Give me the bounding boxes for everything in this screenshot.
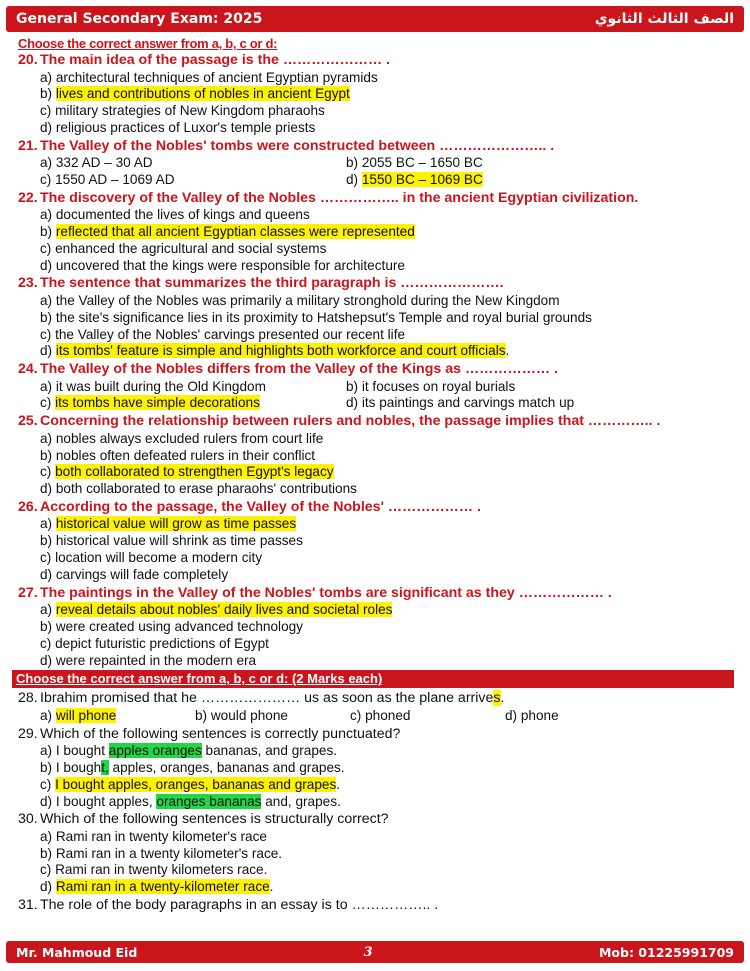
page-number: 3 (363, 944, 373, 960)
question-text (40, 689, 504, 708)
question-22 (18, 189, 738, 208)
option-d[interactable]: d) religious practices of Luxor's temple priests (40, 119, 316, 135)
exam-title: General Secondary Exam: 2025 (16, 11, 263, 27)
option-letter: a) (40, 707, 56, 723)
option-a[interactable]: a) Rami ran in twenty kilometer's race (40, 828, 267, 844)
question-text: The Valley of the Nobles differs from the Valley of the Kings as ……………… . (40, 361, 558, 378)
highlighted-answer: its tombs have simple decorations (55, 395, 260, 411)
option-c[interactable] (18, 777, 738, 794)
option-c[interactable]: c) depict futuristic predictions of Egypt (40, 635, 269, 651)
option-a[interactable] (18, 602, 738, 619)
question-number: 22. (18, 189, 38, 206)
question-text: The sentence that summarizes the third paragraph is …………………. (40, 275, 504, 292)
option-a[interactable] (18, 743, 738, 760)
option-d[interactable]: d) its paintings and carvings match up (346, 395, 575, 411)
highlighted-answer: will phone (55, 707, 117, 723)
option-d[interactable] (18, 879, 738, 896)
question-text: The discovery of the Valley of the Nobles …………….. in the ancient Egyptian civilization. (40, 189, 639, 206)
footer-bar (6, 941, 744, 963)
option-c[interactable]: c) military strategies of New Kingdom pharaohs (40, 103, 325, 119)
question-number: 28. (18, 690, 38, 707)
question-21 (18, 137, 738, 156)
question-28 (18, 689, 738, 708)
question-number: 27. (18, 584, 38, 601)
question-number: 30. (18, 811, 38, 828)
error-highlight: apples oranges (108, 743, 202, 759)
question-number: 24. (18, 361, 38, 378)
option-b[interactable]: b) historical value will shrink as time passes (40, 533, 303, 549)
option-a[interactable]: a) it was built during the Old Kingdom (40, 378, 266, 394)
option-a[interactable] (18, 516, 738, 533)
teacher-name: Mr. Mahmoud Eid (16, 944, 138, 960)
question-number: 20. (18, 52, 38, 68)
option-b[interactable]: b) Rami ran in a twenty kilometer's race. (40, 845, 283, 861)
option-c[interactable]: c) enhanced the agricultural and social systems (40, 240, 327, 256)
option-text: a) I bought (40, 743, 109, 759)
option-c[interactable]: c) the Valley of the Nobles' carvings presented our recent life (40, 326, 406, 342)
error-highlight: t, (101, 759, 109, 775)
section-instruction: Choose the correct answer from a, b, c or d: (18, 36, 278, 51)
question-24 (18, 360, 738, 379)
option-text-end: apples, oranges, bananas and grapes. (108, 759, 345, 775)
option-a[interactable]: a) architectural techniques of ancient Egyptian pyramids (40, 69, 378, 85)
question-text-end: . (500, 690, 505, 707)
question-number: 21. (18, 137, 38, 154)
question-text: Concerning the relationship between rulers and nobles, the passage implies that ………….. . (40, 413, 661, 430)
option-a[interactable] (40, 708, 195, 725)
option-a[interactable]: a) documented the lives of kings and queens (40, 207, 310, 223)
highlighted-answer: lives and contributions of nobles in ancient Egypt (55, 86, 350, 102)
question-text: According to the passage, the Valley of the Nobles' ……………… . (40, 498, 481, 515)
option-d[interactable] (18, 794, 738, 811)
grade-label-arabic: الصف الثالث الثانوي (594, 11, 734, 27)
option-c[interactable]: c) location will become a modern city (40, 550, 263, 566)
option-c[interactable] (40, 395, 346, 412)
option-b[interactable]: b) were created using advanced technology (40, 618, 303, 634)
question-text: The main idea of the passage is the ………………… . (40, 52, 391, 68)
option-text: b) I bough (40, 759, 102, 775)
question-text-main: Ibrahim promised that he ………………… us as soon as the plane arrive (40, 690, 494, 707)
question-20 (18, 51, 738, 70)
mobile-number: Mob: 01225991709 (598, 944, 734, 960)
option-b[interactable] (18, 86, 738, 103)
option-b[interactable]: b) 2055 BC – 1650 BC (346, 155, 483, 171)
question-number: 25. (18, 413, 38, 430)
option-text-end: . (269, 879, 274, 895)
highlighted-answer: historical value will grow as time passes (55, 516, 297, 532)
option-d[interactable]: d) both collaborated to erase pharaohs' contributions (40, 481, 357, 497)
error-highlight: oranges bananas (156, 793, 262, 809)
option-a[interactable]: a) 332 AD – 30 AD (40, 155, 153, 171)
option-text-end: . (336, 776, 341, 792)
option-letter: c) (40, 395, 56, 411)
option-a[interactable]: a) nobles always excluded rulers from court life (40, 430, 324, 446)
question-text: The Valley of the Nobles' tombs were constructed between ………………….. . (40, 137, 555, 154)
question-number: 23. (18, 275, 38, 292)
question-text: The paintings in the Valley of the Nobles' tombs are significant as they ……………… . (40, 584, 612, 601)
option-c[interactable] (18, 464, 738, 481)
option-letter: d) (346, 171, 362, 187)
option-letter: a) (40, 602, 56, 618)
option-d[interactable] (346, 172, 483, 189)
option-b[interactable] (18, 224, 738, 241)
section-instruction-bar: Choose the correct answer from a, b, c or d: (2 Marks each) (12, 670, 734, 688)
option-b[interactable]: b) the site's significance lies in its proximity to Hatshepsut's Temple and royal burial grounds (40, 309, 592, 325)
question-26 (18, 498, 738, 517)
options-row (18, 379, 738, 396)
question-number: 31. (18, 896, 38, 913)
options-row (18, 155, 738, 172)
highlighted-answer: 1550 BC – 1069 BC (361, 171, 483, 187)
option-c[interactable]: c) phoned (350, 707, 411, 723)
header-bar (6, 6, 744, 32)
option-text-end: and, grapes. (261, 793, 341, 809)
option-c[interactable]: c) 1550 AD – 1069 AD (40, 171, 175, 187)
option-d[interactable]: d) carvings will fade completely (40, 566, 229, 582)
question-25 (18, 412, 738, 431)
option-suffix: . (505, 343, 510, 359)
option-c[interactable]: c) Rami ran in twenty kilometers race. (40, 862, 268, 878)
option-a[interactable]: a) the Valley of the Nobles was primarily a military stronghold during the New Kingdom (40, 292, 560, 308)
options-row (18, 708, 738, 725)
exam-content (18, 36, 738, 914)
option-d[interactable]: d) uncovered that the kings were responsible for architecture (40, 257, 405, 273)
question-31 (18, 896, 738, 915)
option-d[interactable] (18, 343, 738, 360)
option-text-end: bananas, and grapes. (201, 743, 338, 759)
highlighted-answer: both collaborated to strengthen Egypt's legacy (55, 464, 334, 480)
question-27 (18, 584, 738, 603)
option-letter: c) (40, 464, 56, 480)
highlighted-answer: Rami ran in a twenty-kilometer race (55, 879, 270, 895)
question-number: 29. (18, 725, 38, 742)
question-30 (18, 810, 738, 829)
option-d[interactable]: d) were repainted in the modern era (40, 652, 257, 668)
option-b[interactable]: b) it focuses on royal burials (346, 378, 516, 394)
question-text: Which of the following sentences is correctly punctuated? (40, 725, 401, 742)
option-b[interactable]: b) would phone (195, 707, 288, 723)
option-letter: d) (40, 343, 56, 359)
option-letter: b) (40, 86, 56, 102)
highlighted-letter: s (493, 690, 501, 707)
highlighted-answer: reveal details about nobles' daily lives and societal roles (55, 602, 393, 618)
highlighted-answer: I bought apples, oranges, bananas and grapes (55, 776, 337, 792)
option-letter: d) (40, 879, 56, 895)
question-text: Which of the following sentences is structurally correct? (40, 811, 389, 828)
question-23 (18, 274, 738, 293)
question-number: 26. (18, 498, 38, 515)
highlighted-answer: its tombs' feature is simple and highlights both workforce and court officials (55, 343, 506, 359)
option-d[interactable]: d) phone (505, 707, 559, 723)
option-letter: b) (40, 224, 56, 240)
option-text: d) I bought apples, (40, 793, 157, 809)
option-letter: a) (40, 516, 56, 532)
options-row (18, 172, 738, 189)
options-row (18, 395, 738, 412)
highlighted-answer: reflected that all ancient Egyptian classes were represented (55, 224, 415, 240)
option-letter: c) (40, 776, 56, 792)
option-b[interactable] (18, 760, 738, 777)
question-text: The role of the body paragraphs in an essay is to …………….. . (40, 896, 439, 913)
question-29 (18, 725, 738, 744)
option-b[interactable]: b) nobles often defeated rulers in their conflict (40, 447, 316, 463)
